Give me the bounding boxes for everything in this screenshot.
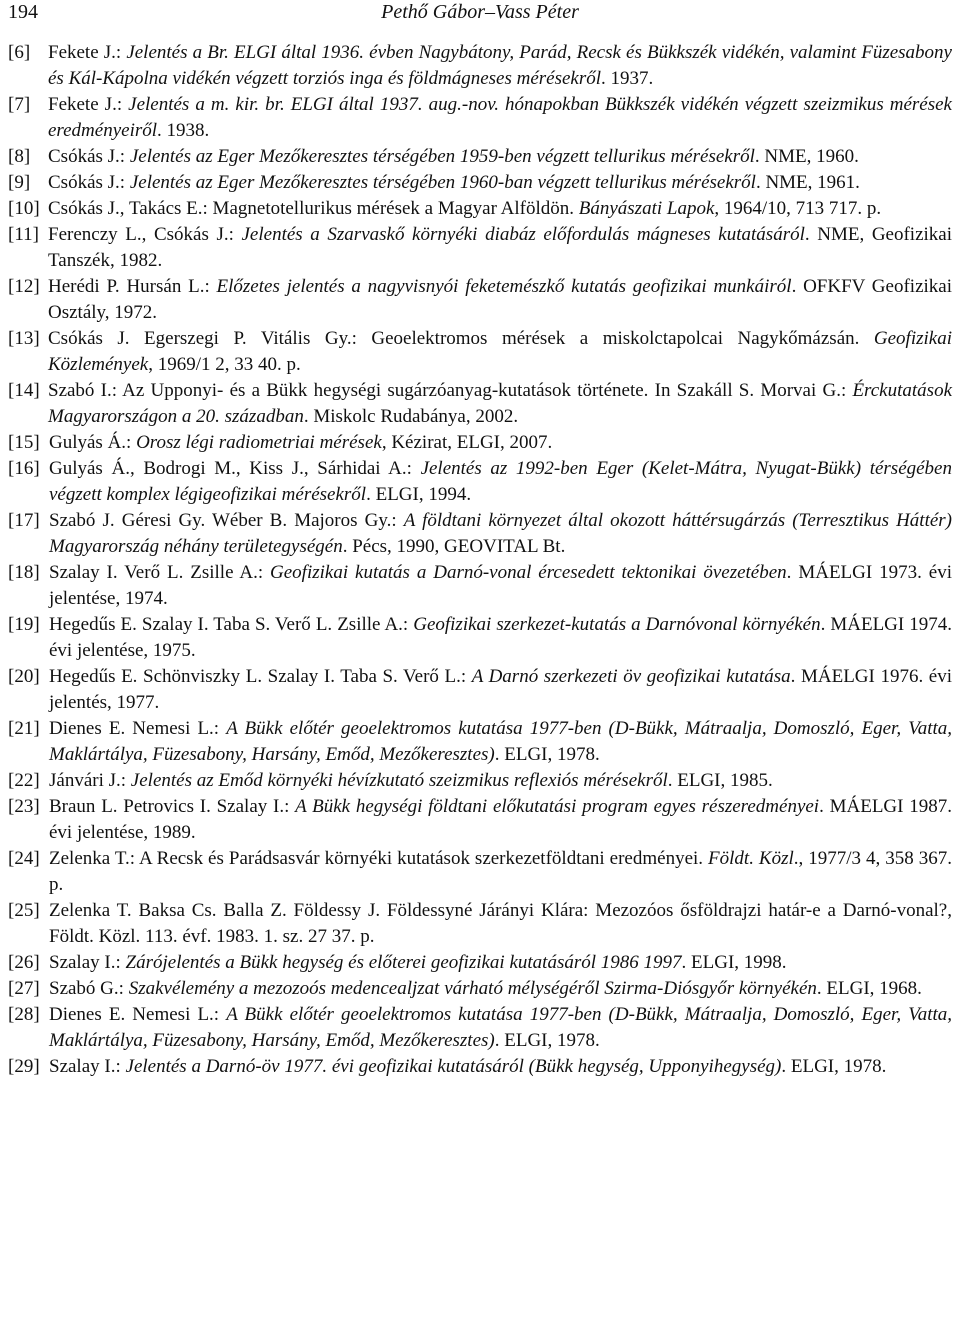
reference-number: [12]: [8, 276, 40, 297]
reference-item: [8, 378, 952, 430]
reference-source: . NME, 1961.: [755, 172, 860, 193]
reference-item: [8, 846, 952, 898]
reference-title: Jelentés a Br. ELGI által 1936. évben Nagybátony, Parád, Recsk és Bükkszék vidékén, valamint Füzesabony és Kál-Kápolna vidékén végzett torziós inga és földmágneses mérésekről: [48, 42, 952, 89]
reference-authors: Braun L. Petrovics I. Szalay I.:: [49, 796, 296, 817]
reference-title: Zárójelentés a Bükk hegység és előterei geofizikai kutatásáról 1986 1997: [125, 952, 682, 973]
reference-item: [8, 612, 952, 664]
reference-authors: Ferenczy L., Csókás J.:: [48, 224, 242, 245]
reference-authors: Gulyás Á.:: [49, 432, 137, 453]
reference-number: [11]: [8, 224, 39, 245]
reference-source: . ELGI, 1994.: [366, 484, 472, 505]
reference-source: . MÁELGI 1976. évi jelentés, 1977.: [49, 666, 953, 713]
reference-title: A Bükk előtér geoelektromos kutatása 1977-ben (D-Bükk, Mátraalja, Domoszló, Eger, Vatta, Maklártálya, Füzesabony, Harsány, Emőd, Mezőkeresztes): [49, 1004, 952, 1051]
reference-item: [8, 144, 952, 170]
reference-number: [25]: [8, 900, 40, 921]
reference-number: [22]: [8, 770, 40, 791]
reference-authors: Csókás J., Takács E.: Magnetotellurikus mérések a Magyar Alföldön.: [48, 198, 579, 219]
reference-title: Szakvélemény a mezozoós medencealjzat várható mélységéről Szirma-Diósgyőr környékén: [128, 978, 817, 999]
reference-source: , Kézirat, ELGI, 2007.: [381, 432, 553, 453]
reference-number: [27]: [8, 978, 40, 999]
reference-title: Bányászati Lapok: [578, 198, 715, 219]
reference-authors: Csókás J.:: [48, 146, 130, 167]
reference-authors: Dienes E. Nemesi L.:: [49, 718, 227, 739]
running-title: Pethő Gábor–Vass Péter: [381, 1, 579, 23]
reference-source: . ELGI, 1985.: [667, 770, 773, 791]
reference-item: [8, 196, 952, 222]
reference-number: [19]: [8, 614, 40, 635]
reference-authors: Szalay I.:: [49, 952, 126, 973]
reference-item: [8, 326, 952, 378]
reference-number: [7]: [8, 94, 31, 115]
reference-authors: Dienes E. Nemesi L.:: [49, 1004, 227, 1025]
reference-item: [8, 768, 952, 794]
reference-title: Érckutatások Magyarországon a 20. században: [48, 380, 952, 427]
reference-source: . ELGI, 1978.: [781, 1056, 887, 1077]
reference-source: . ELGI, 1978.: [494, 744, 600, 765]
reference-number: [14]: [8, 380, 40, 401]
reference-title: A Bükk hegységi földtani előkutatási program egyes részeredményei: [295, 796, 820, 817]
reference-item: [8, 430, 952, 456]
reference-source: . Miskolc Rudabánya, 2002.: [303, 406, 519, 427]
reference-authors: Zelenka T.: A Recsk és Parádsasvár környéki kutatások szerkezetföldtani eredményei.: [49, 848, 709, 869]
reference-number: [24]: [8, 848, 40, 869]
reference-source: . ELGI, 1998.: [681, 952, 787, 973]
reference-authors: Szalay I.:: [49, 1056, 126, 1077]
reference-title: Geofizikai Közlemények: [48, 328, 952, 375]
reference-source: . Pécs, 1990, GEOVITAL Bt.: [342, 536, 566, 557]
reference-title: Előzetes jelentés a nagyvisnyói feketemészkő kutatás geofizikai munkáiról: [216, 276, 792, 297]
reference-title: Jelentés a Szarvaskő környéki diabáz előfordulás mágneses kutatásáról: [241, 224, 805, 245]
reference-number: [20]: [8, 666, 40, 687]
reference-number: [17]: [8, 510, 40, 531]
reference-title: A Darnó szerkezeti öv geofizikai kutatása: [471, 666, 791, 687]
page-number: 194: [8, 1, 38, 23]
reference-title: Jelentés az Eger Mezőkeresztes térségében 1960-ban végzett tellurikus mérésekről: [129, 172, 756, 193]
reference-number: [21]: [8, 718, 40, 739]
reference-title: Jelentés a m. kir. br. ELGI által 1937. aug.-nov. hónapokban Bükkszék vidékén végzett szeizmikus mérések eredményeiről: [48, 94, 952, 141]
reference-item: [8, 274, 952, 326]
reference-source: . MÁELGI 1974. évi jelentése, 1975.: [49, 614, 952, 661]
reference-source: . NME, 1960.: [754, 146, 859, 167]
reference-number: [6]: [8, 42, 31, 63]
reference-number: [28]: [8, 1004, 40, 1025]
reference-title: A Bükk előtér geoelektromos kutatása 1977-ben (D-Bükk, Mátraalja, Domoszló, Eger, Vatta, Maklártálya, Füzesabony, Harsány, Emőd, Mezőkeresztes): [49, 718, 952, 765]
reference-item: [8, 664, 952, 716]
page-header: [0, 0, 960, 28]
reference-source: . OFKFV Geofizikai Osztály, 1972.: [48, 276, 952, 323]
reference-list: [8, 40, 952, 1080]
reference-source: . MÁELGI 1973. évi jelentése, 1974.: [49, 562, 952, 609]
reference-number: [9]: [8, 172, 31, 193]
reference-item: [8, 508, 952, 560]
reference-authors: Herédi P. Hursán L.:: [48, 276, 217, 297]
reference-item: [8, 950, 952, 976]
reference-source: . ELGI, 1978.: [494, 1030, 600, 1051]
reference-title: Jelentés az Eger Mezőkeresztes térségében 1959-ben végzett tellurikus mérésekről: [129, 146, 755, 167]
reference-authors: Csókás J.:: [48, 172, 130, 193]
reference-number: [13]: [8, 328, 40, 349]
reference-authors: Szabó G.:: [49, 978, 129, 999]
reference-item: [8, 456, 952, 508]
reference-item: [8, 170, 952, 196]
reference-source: . ELGI, 1968.: [816, 978, 922, 999]
reference-source: . 1938.: [157, 120, 210, 141]
reference-number: [8]: [8, 146, 31, 167]
reference-number: [26]: [8, 952, 40, 973]
reference-number: [16]: [8, 458, 40, 479]
reference-number: [29]: [8, 1056, 40, 1077]
reference-title: Geofizikai szerkezet-kutatás a Darnóvonal környékén: [413, 614, 821, 635]
reference-item: [8, 898, 952, 950]
reference-item: [8, 1054, 952, 1080]
reference-authors: Csókás J. Egerszegi P. Vitális Gy.: Geoelektromos mérések a miskolctapolcai Nagykőmázsán.: [48, 328, 874, 349]
reference-title: Földt. Közl: [708, 848, 794, 869]
reference-authors: Zelenka T. Baksa Cs. Balla Z. Földessy J. Földessyné Járányi Klára: Mezozóos ősföldrajzi határ-e a Darnó-vonal?, Földt. Közl. 113. évf. 1983. 1. sz. 27 37. p.: [49, 900, 952, 947]
reference-title: A földtani környezet által okozott háttérsugárzás (Terresztikus Háttér) Magyarország néhány területegységén: [49, 510, 952, 557]
reference-authors: Hegedűs E. Szalay I. Taba S. Verő L. Zsille A.:: [49, 614, 414, 635]
reference-title: Orosz légi radiometriai mérések: [136, 432, 382, 453]
reference-item: [8, 976, 952, 1002]
reference-source: , 1964/10, 713 717. p.: [714, 198, 882, 219]
reference-authors: Szabó J. Géresi Gy. Wéber B. Majoros Gy.:: [49, 510, 404, 531]
reference-number: [15]: [8, 432, 40, 453]
reference-item: [8, 560, 952, 612]
reference-item: [8, 794, 952, 846]
reference-title: Geofizikai kutatás a Darnó-vonal ércesedett tektonikai övezetében: [270, 562, 787, 583]
reference-item: [8, 716, 952, 768]
reference-source: . NME, Geofizikai Tanszék, 1982.: [48, 224, 952, 271]
reference-number: [18]: [8, 562, 40, 583]
reference-authors: Fekete J.:: [48, 94, 129, 115]
reference-source: ., 1977/3 4, 358 367. p.: [49, 848, 952, 895]
reference-source: . MÁELGI 1987. évi jelentése, 1989.: [49, 796, 952, 843]
reference-authors: Gulyás Á., Bodrogi M., Kiss J., Sárhidai A.:: [49, 458, 421, 479]
reference-number: [23]: [8, 796, 40, 817]
reference-item: [8, 40, 952, 92]
reference-authors: Fekete J.:: [48, 42, 127, 63]
reference-title: Jelentés az 1992-ben Eger (Kelet-Mátra, Nyugat-Bükk) térségében végzett komplex légigeofizikai mérésekről: [49, 458, 952, 505]
reference-authors: Szalay I. Verő L. Zsille A.:: [49, 562, 271, 583]
reference-authors: Hegedűs E. Schönviszky L. Szalay I. Taba S. Verő L.:: [49, 666, 472, 687]
reference-authors: Szabó I.: Az Upponyi- és a Bükk hegységi sugárzóanyag-kutatások története. In Szakáll S. Morvai G.:: [48, 380, 853, 401]
reference-title: Jelentés az Emőd környéki hévízkutató szeizmikus reflexiós mérésekről: [130, 770, 668, 791]
reference-title: Jelentés a Darnó-öv 1977. évi geofizikai kutatásáról (Bükk hegység, Upponyihegység): [125, 1056, 782, 1077]
reference-item: [8, 1002, 952, 1054]
reference-source: . 1937.: [601, 68, 654, 89]
reference-source: , 1969/1 2, 33 40. p.: [148, 354, 301, 375]
reference-item: [8, 222, 952, 274]
reference-item: [8, 92, 952, 144]
reference-number: [10]: [8, 198, 40, 219]
reference-authors: Jánvári J.:: [49, 770, 131, 791]
